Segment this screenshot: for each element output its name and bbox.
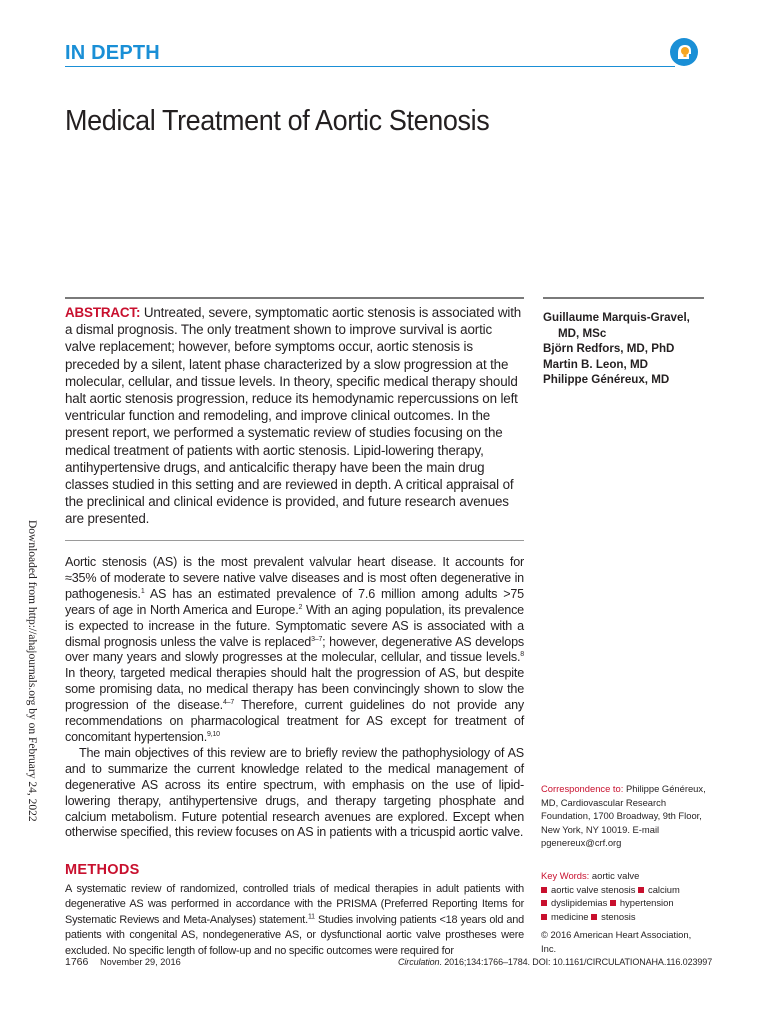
journal-name: Circulation (398, 957, 440, 967)
author-name: Guillaume Marquis-Gravel, (543, 311, 690, 324)
keyword: medicine (551, 910, 589, 922)
author-degrees: MD, MSc (558, 326, 607, 340)
article-title: Medical Treatment of Aortic Stenosis (65, 105, 490, 137)
sentence: In theory, targeted medical therapies should halt the progression of AS, but despite some promising data, no medical therapy has been convincingly shown to slow the progression of the disease. (65, 666, 524, 713)
introduction-text (65, 555, 524, 841)
author-list (543, 310, 713, 388)
abstract-bottom-rule (65, 540, 524, 541)
author-name: Philippe Généreux, MD (543, 373, 670, 386)
section-divider (65, 66, 675, 67)
author-name: Björn Redfors, MD, PhD (543, 342, 675, 355)
abstract (65, 304, 524, 528)
keyword: aortic valve stenosis (551, 883, 636, 895)
reference: 9,10 (207, 730, 220, 738)
keyword: stenosis (601, 910, 636, 922)
sentence: AS has an estimated prevalence of 7.6 million among adults >75 years of age in North America and Europe. (65, 586, 524, 617)
keywords-label: Key Words: (541, 870, 590, 881)
sentence: Studies involving patients <18 years old and patients with congenital AS, nondegenerative AS, or dysfunctional aortic valve prostheses were excluded. No specific length of follow-up and no specific outcomes were required for (65, 913, 524, 957)
abstract-text: Untreated, severe, symptomatic aortic stenosis is associated with a dismal prognosis. The only treatment shown to improve survival is aortic valve replacement; however, before symptoms occur, aortic stenosis is preceded by a silent, latent phase characterized by a slow progression at the molecular, cellular, and tissue levels. In theory, specific medical therapy should halt aortic stenosis progression, reduce its hemodynamic repercussions on left ventricular function and remodeling, and improve clinical outcomes. In the present report, we performed a systematic review of studies focusing on the medical treatment of patients with aortic stenosis. Lipid-lowering therapy, antihypertensive drugs, and anticalcific therapy have been the main drug classes studied in this setting and are reviewed in depth. A critical appraisal of the preclinical and clinical evidence is provided, and future research avenues are presented. (65, 305, 522, 527)
download-notice (16, 520, 38, 820)
head-lightbulb-icon (669, 37, 699, 67)
abstract-top-rule (65, 297, 524, 299)
author-name: Martin B. Leon, MD (543, 357, 648, 371)
reference: 1 (140, 587, 145, 595)
sentence: ; however, degenerative AS develops over many years and slowly progresses at the molecular, cellular, and tissue levels. (65, 634, 524, 665)
reference: 4–7 (222, 698, 235, 706)
bullet-square-icon (541, 914, 547, 920)
reference: 8 (520, 651, 524, 659)
methods-heading: METHODS (65, 862, 140, 878)
sentence: A systematic review of randomized, controlled trials of medical therapies in adult patients with degenerative AS was performed in accordance with the PRISMA (Preferred Reporting Items for Systematic Reviews and Meta-Analyses) statement. (65, 883, 524, 926)
keyword: hypertension (619, 897, 674, 909)
reference: 3–7 (311, 635, 323, 643)
publication-date: November 29, 2016 (100, 957, 181, 967)
correspondence-label: Correspondence to: (541, 783, 624, 794)
citation-details: . 2016;134:1766–1784. DOI: 10.1161/CIRCULATIONAHA.116.023997 (439, 957, 713, 967)
citation (398, 957, 712, 967)
authors-top-rule (543, 297, 704, 299)
reference: 2 (298, 603, 303, 611)
page-number: 1766 (65, 956, 89, 968)
methods-text (65, 882, 524, 959)
keyword: aortic valve (591, 870, 640, 881)
keywords (541, 869, 707, 923)
bullet-square-icon (541, 887, 547, 893)
bullet-square-icon (638, 887, 644, 893)
reference: 11 (307, 913, 315, 921)
copyright: © 2016 American Heart Association, Inc. (541, 929, 692, 954)
sentence: With an aging population, its prevalence is expected to increase in the future. Symptomatic severe AS is associated with a dismal prognosis unless the valve is replaced (65, 602, 524, 649)
paragraph (65, 555, 524, 746)
correspondence-text: Philippe Généreux, MD, Cardiovascular Research Foundation, 1700 Broadway, 9th Floor, New York, NY 10019. E-mail pgenereux@crf.org (541, 783, 706, 849)
keyword: dyslipidemias (551, 897, 608, 909)
download-notice-text: Downloaded from http://ahajournals.org by on February 24, 2022 (26, 520, 38, 822)
keyword: calcium (648, 883, 680, 895)
correspondence (541, 782, 707, 850)
section-label: IN DEPTH (65, 42, 160, 64)
paragraph: The main objectives of this review are to briefly review the pathophysiology of AS and to summarize the current knowledge related to the medical management of degenerative AS across its entire spectrum, with emphasis on the use of lipid-lowering therapy, antihypertensive drugs, and therapy targeting phosphate and calcium metabolism. Future potential research avenues are explored. Except when otherwise specified, this review focuses on AS in patients with a tricuspid aortic valve. (65, 745, 524, 840)
abstract-label: ABSTRACT: (65, 305, 141, 320)
bullet-square-icon (610, 900, 616, 906)
sentence: Aortic stenosis (AS) is the most prevalent valvular heart disease. It accounts for ≈35% of moderate to severe native valve diseases and is most often degenerative in pathogenesis. (65, 555, 524, 601)
bullet-square-icon (591, 914, 597, 920)
bullet-square-icon (541, 900, 547, 906)
sentence: Therefore, current guidelines do not provide any recommendations on pharmacological treatment for AS except for treatment of concomitant hypertension. (65, 698, 524, 744)
